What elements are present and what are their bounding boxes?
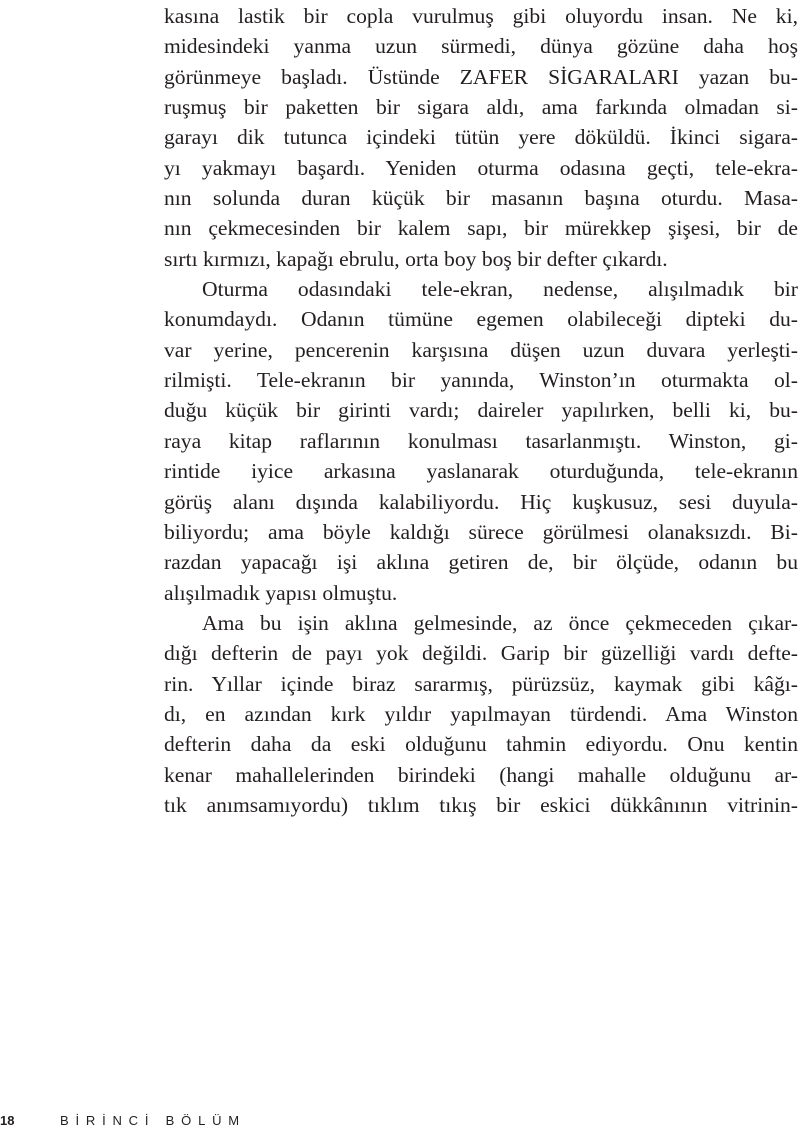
text-line: var yerine, pencerenin karşısına düşen uzun duvara yerleşti-: [164, 337, 798, 362]
text-line: dığı defterin de payı yok değildi. Garip bir güzelliği vardı defte-: [164, 641, 798, 666]
text-line: kenar mahallelerinden birindeki (hangi mahalle olduğunu ar-: [164, 762, 798, 787]
text-line: alışılmadık yapısı olmuştu.: [164, 580, 398, 605]
text-line: rin. Yıllar içinde biraz sararmış, pürüzsüz, kaymak gibi kâğı-: [164, 671, 798, 696]
paragraph-first-line: Ama bu işin aklına gelmesinde, az önce çekmeceden çıkar-: [202, 610, 798, 635]
text-line: midesindeki yanma uzun sürmedi, dünya gözüne daha hoş: [164, 34, 798, 59]
text-line: tık anımsamıyordu) tıklım tıkış bir eskici dükkânının vitrinin-: [164, 792, 798, 817]
text-line: ruşmuş bir paketten bir sigara aldı, ama farkında olmadan si-: [164, 95, 798, 120]
text-line: konumdaydı. Odanın tümüne egemen olabileceği dipteki du-: [164, 307, 798, 332]
page-number: 18: [0, 1113, 15, 1128]
text-line: duğu küçük bir girinti vardı; daireler yapılırken, belli ki, bu-: [164, 398, 798, 423]
text-line: görüş alanı dışında kalabiliyordu. Hiç kuşkusuz, sesi duyula-: [164, 489, 798, 514]
text-line: biliyordu; ama böyle kaldığı sürece görülmesi olanaksızdı. Bi-: [164, 519, 798, 544]
text-line: rintide iyice arkasına yaslanarak oturduğunda, tele-ekranın: [164, 459, 798, 484]
text-line: rilmişti. Tele-ekranın bir yanında, Winston’ın oturmakta ol-: [164, 368, 798, 393]
text-line: garayı dik tutunca içindeki tütün yere döküldü. İkinci sigara-: [164, 125, 798, 150]
text-line: defterin daha da eski olduğunu tahmin ediyordu. Onu kentin: [164, 732, 798, 757]
text-line: raya kitap raflarının konulması tasarlanmıştı. Winston, gi-: [164, 428, 798, 453]
text-line: nın çekmecesinden bir kalem sapı, bir mürekkep şişesi, bir de: [164, 216, 798, 241]
text-line: sırtı kırmızı, kapağı ebrulu, orta boy boş bir defter çıkardı.: [164, 246, 668, 271]
text-line: dı, en azından kırk yıldır yapılmayan türdendi. Ama Winston: [164, 701, 798, 726]
running-head: BİRİNCİ BÖLÜM: [60, 1113, 246, 1128]
text-line: razdan yapacağı işi aklına getiren de, bir ölçüde, odanın bu: [164, 550, 798, 575]
text-line: kasına lastik bir copla vurulmuş gibi oluyordu insan. Ne ki,: [164, 4, 798, 28]
text-line: görünmeye başladı. Üstünde ZAFER SİGARALARI yazan bu-: [164, 64, 798, 89]
text-line: yı yakmayı başardı. Yeniden oturma odasına geçti, tele-ekra-: [164, 155, 798, 180]
text-line: nın solunda duran küçük bir masanın başına oturdu. Masa-: [164, 186, 798, 211]
body-text: [164, 1, 798, 820]
paragraph-first-line: Oturma odasındaki tele-ekran, nedense, alışılmadık bir: [202, 277, 798, 302]
